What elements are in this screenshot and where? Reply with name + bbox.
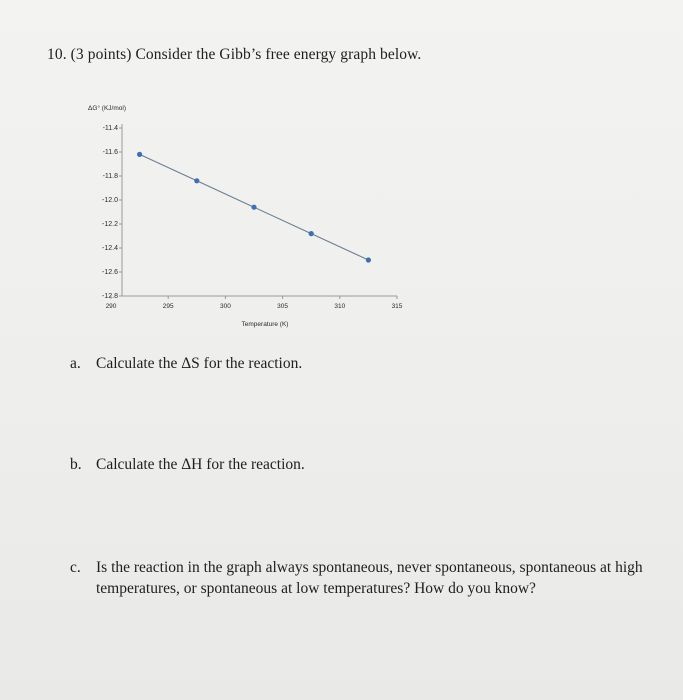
y-tick-label: -12.8 [102,293,118,300]
sub-question-b-marker: b. [70,456,82,473]
x-tick-label: 310 [334,303,346,310]
data-point [251,205,256,210]
y-tick-label: -12.4 [102,245,118,252]
x-tick-label: 295 [162,303,174,310]
question-title: 10. (3 points) Consider the Gibb’s free energy graph below. [47,46,422,63]
sub-question-b-text: Calculate the ΔH for the reaction. [96,456,305,473]
x-tick-label: 305 [277,303,289,310]
chart-ticks [102,125,403,310]
sub-question-c-marker: c. [70,559,81,576]
x-tick-label: 300 [219,303,231,310]
sub-question-c [70,557,650,607]
x-tick-label: 315 [391,303,403,310]
x-axis-label: Temperature (K) [241,321,289,328]
y-tick-label: -12.6 [102,269,118,276]
y-axis-label: ΔG° (KJ/mol) [88,105,126,112]
data-point [194,178,199,183]
y-tick-label: -11.8 [102,173,118,180]
sub-question-c-text: Is the reaction in the graph always spontaneous, never spontaneous, spontaneous at high temperatures, or spontaneous at low temperatures? How do you know? [96,559,643,597]
data-point [366,257,371,262]
y-tick-label: -11.4 [102,125,118,132]
y-tick-label: -12.2 [102,221,118,228]
chart-marks [137,152,371,263]
y-tick-label: -12.0 [102,197,118,204]
x-tick-label: 290 [105,303,117,310]
y-tick-label: -11.6 [102,149,118,156]
data-point [309,231,314,236]
sub-question-a-marker: a. [70,355,81,372]
sub-question-a-text: Calculate the ΔS for the reaction. [96,355,303,372]
data-point [137,152,142,157]
